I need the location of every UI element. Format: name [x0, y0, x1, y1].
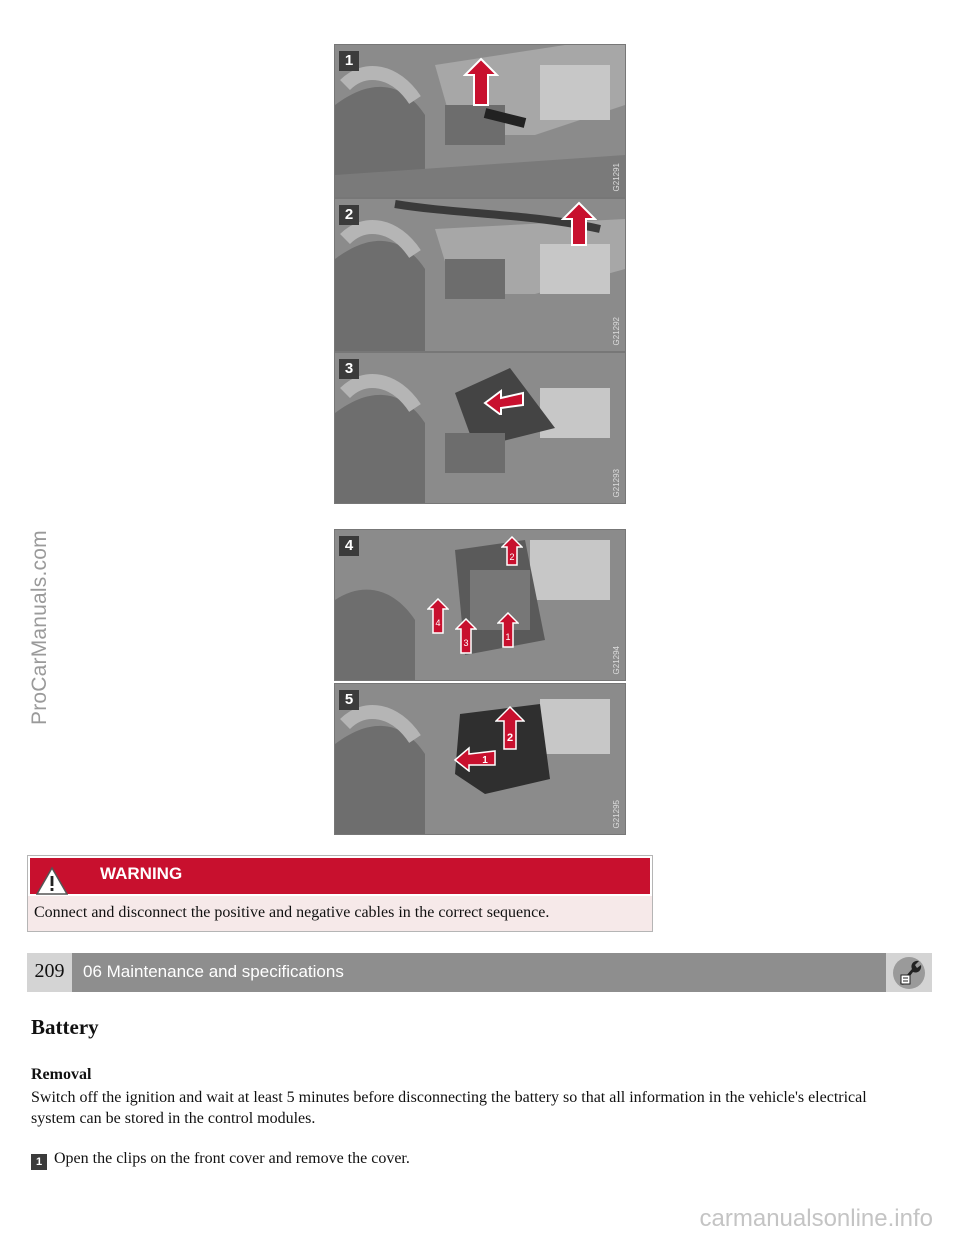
photo-code: G21291: [612, 162, 621, 191]
callout-label: 3: [463, 638, 469, 648]
engine-photo-2: [334, 198, 626, 352]
engine-photo-4: [334, 529, 626, 681]
photo-code: G21295: [612, 799, 621, 828]
photo-code: G21292: [612, 316, 621, 345]
callout-label: 1: [482, 755, 488, 766]
body-paragraph: Switch off the ignition and wait at least 5 minutes before disconnecting the battery so that all information in the vehicle's electrical system can be stored in the control modules.: [31, 1089, 867, 1127]
step-badge: 4: [339, 536, 359, 556]
step-badge: 2: [339, 205, 359, 225]
section-icon-box: [886, 953, 932, 992]
step-1-line: [31, 1150, 410, 1170]
arrow-up-icon: [463, 57, 499, 107]
callout-arrow-2: [501, 536, 523, 566]
bottom-watermark: carmanualsonline.info: [699, 1205, 933, 1232]
callout-label: 2: [509, 552, 515, 562]
wrench-icon: [886, 953, 932, 992]
callout-arrow-3: [455, 618, 477, 654]
arrow-left-icon: [483, 387, 525, 415]
step-badge: 5: [339, 690, 359, 710]
warning-title: WARNING: [100, 864, 183, 883]
step-number-badge: 1: [31, 1154, 47, 1170]
side-watermark: ProCarManuals.com: [28, 530, 51, 725]
engine-illustration: [335, 530, 625, 680]
warning-text: Connect and disconnect the positive and negative cables in the correct sequence.: [34, 904, 550, 921]
warning-triangle-icon: [36, 866, 68, 896]
callout-label: 1: [505, 632, 511, 642]
step-1-text: Open the clips on the front cover and remove the cover.: [54, 1150, 410, 1167]
page-number: 209: [27, 953, 72, 992]
callout-label: 2: [506, 732, 514, 744]
arrow-up-icon: [561, 201, 597, 247]
engine-photo-1: [334, 44, 626, 198]
warning-header: [28, 856, 652, 896]
page-heading: Battery: [31, 1015, 99, 1039]
callout-arrow-1: [497, 612, 519, 648]
subheading: Removal: [31, 1066, 92, 1083]
warning-box: [27, 855, 653, 932]
section-title: 06 Maintenance and specifications: [83, 962, 344, 981]
callout-arrow-1: [453, 746, 497, 772]
engine-photo-5: [334, 683, 626, 835]
step-badge: 1: [339, 51, 359, 71]
engine-illustration: [335, 353, 625, 503]
step-badge: 3: [339, 359, 359, 379]
photo-code: G21294: [612, 645, 621, 674]
callout-arrow-2: [495, 706, 525, 750]
callout-arrow-4: [427, 598, 449, 634]
section-header-bar: [27, 953, 932, 992]
engine-photo-3: [334, 352, 626, 504]
callout-label: 4: [435, 618, 441, 628]
photo-code: G21293: [612, 468, 621, 497]
